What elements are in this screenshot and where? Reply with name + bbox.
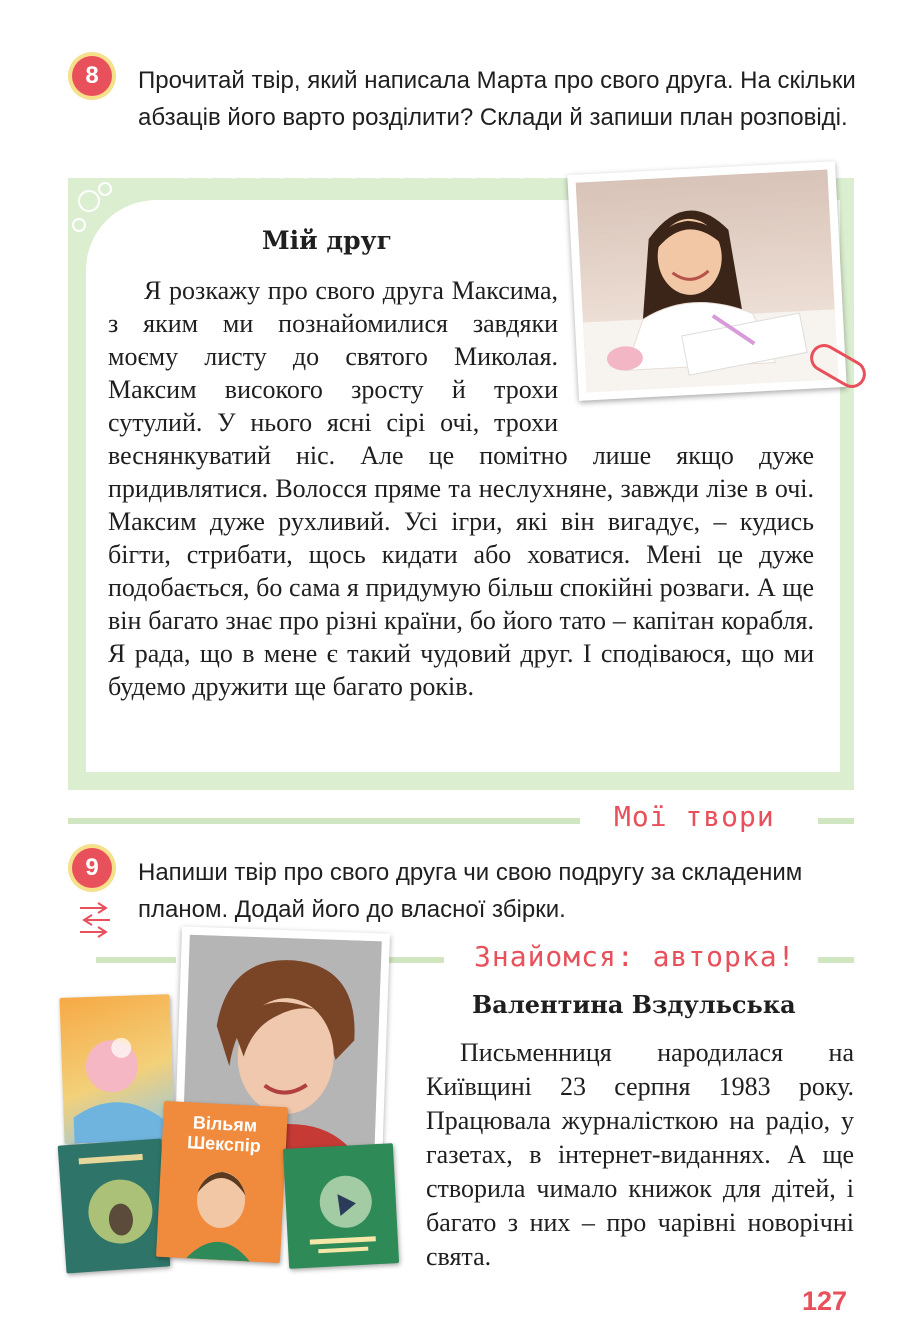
section-divider (96, 957, 176, 963)
section-divider (388, 957, 444, 963)
girl-writing-photo (567, 161, 846, 401)
book-illustration (59, 994, 174, 1144)
girl-illustration (576, 170, 839, 393)
story-paragraph: Я розкажу про свого друга Максима, з яким ми познайомилися завдяки моєму листу до святого Миколая. Максим високого зросту й трохи сутулий. У нього ясні сірі очі, трохи веснянкуватий ніс. Але це помітно лише якщо дуже придивлятися. Волосся пряме та неслухняне, завжди лізе в очі. Максим дуже рухливий. Усі ігри, які він вигадує, – кудись бігти, стрибати, щось кидати або ховатися. Мені це дуже подобається, бо сама я придумую більш спокійні розваги. А ще він багато знає про різні країни, бо його тато – капітан корабля. Я рада, що в мене є такий чудовий друг. І сподіваюся, що ми будемо дружити ще багато років. (108, 276, 814, 701)
book-illustration (58, 1139, 171, 1274)
photo-image (576, 170, 839, 393)
bubble-decoration (78, 190, 100, 212)
book-cover-orange (59, 994, 174, 1144)
book-cover-shakespeare (156, 1101, 288, 1263)
meet-author-heading: Знайомся: авторка! (474, 940, 796, 973)
book-cover-green (283, 1143, 399, 1269)
my-works-heading: Мої твори (614, 800, 775, 833)
story-title: Мій друг (262, 226, 392, 255)
bubble-decoration (98, 182, 112, 196)
shakespeare-illustration (156, 1101, 288, 1263)
task-number-badge: 8 (72, 56, 112, 96)
collaboration-icon (76, 900, 114, 938)
book-cover-teal (58, 1139, 171, 1274)
task-number-badge: 9 (72, 848, 112, 888)
section-divider (818, 957, 854, 963)
author-name: Валентина Вздульська (472, 990, 796, 1019)
bubble-decoration (72, 218, 86, 232)
task-9 (72, 854, 868, 928)
author-biography (426, 1036, 854, 1274)
page-number: 127 (802, 1286, 848, 1316)
task-8 (72, 62, 868, 136)
task-9-instruction: Напиши твір про свого друга чи свою подругу за складеним планом. Додай його до власної збірки. (138, 859, 803, 923)
book-title: Вільям Шекспір (186, 1112, 262, 1156)
section-divider (68, 818, 580, 824)
task-8-instruction: Прочитай твір, який написала Марта про свого друга. На скільки абзаців його варто розділити? Склади й запиши план розповіді. (138, 67, 856, 131)
book-illustration (283, 1143, 399, 1269)
author-bio-text: Письменниця народилася на Київщині 23 серпня 1983 року. Працювала журналісткою на радіо, у газетах, в інтернет-виданнях. А ще створила чимало книжок для дітей, і багато з них – про чарівні новорічні свята. (426, 1038, 854, 1271)
section-divider (818, 818, 854, 824)
